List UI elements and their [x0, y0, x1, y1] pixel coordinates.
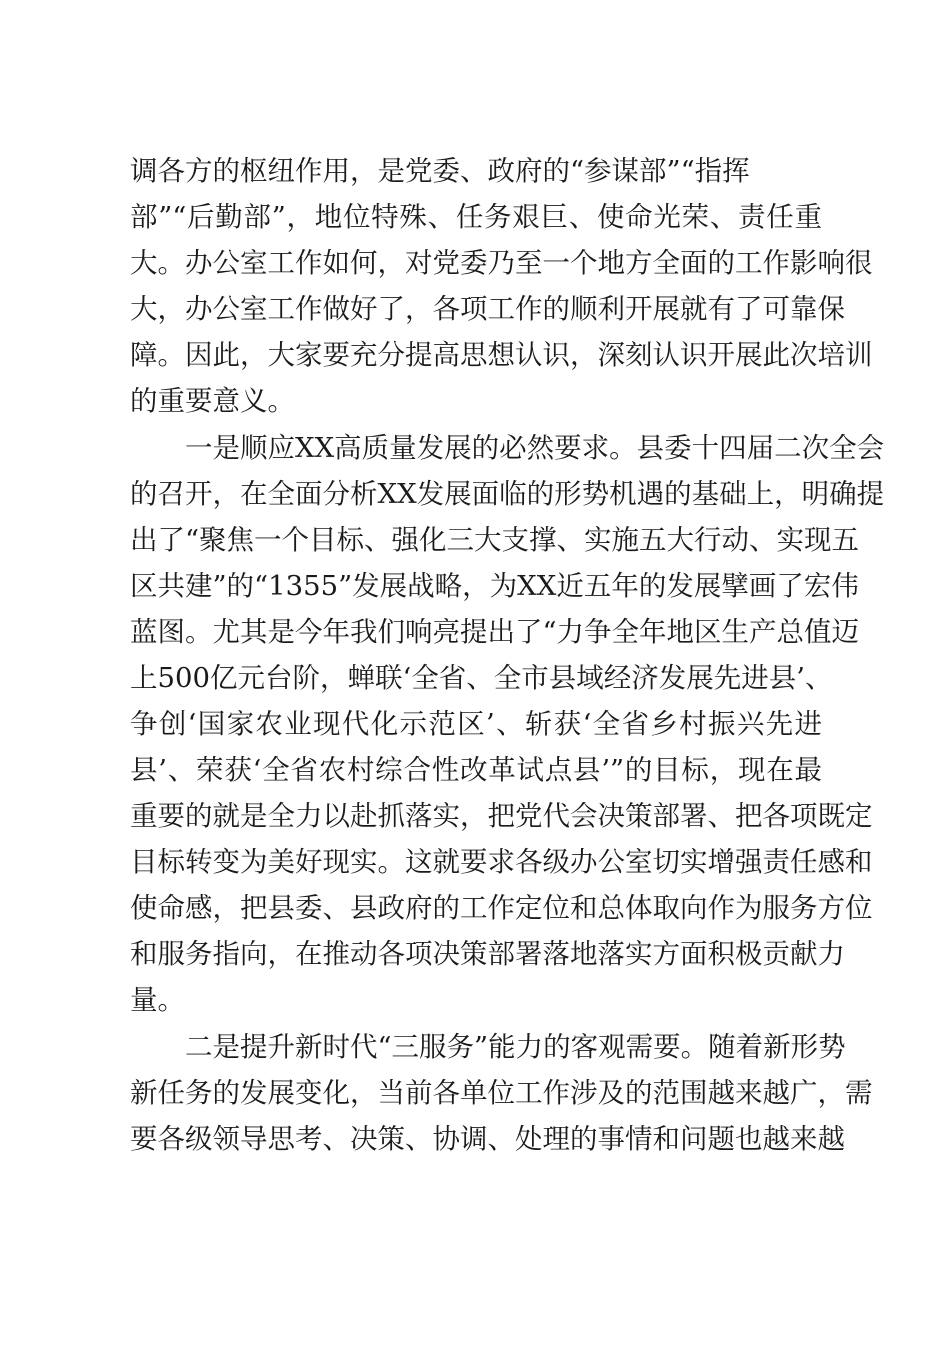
paragraph-first-line: 一是顺应XX高质量发展的必然要求。县委十四届二次全会 [185, 432, 885, 464]
text-line: 使命感，把县委、县政府的工作定位和总体取向作为服务方位 [130, 892, 873, 924]
text-line: 和服务指向，在推动各项决策部署落地落实方面积极贡献力 [130, 938, 845, 970]
text-line: 新任务的发展变化，当前各单位工作涉及的范围越来越广，需 [130, 1077, 873, 1109]
text-line: 部”“后勤部”，地位特殊、任务艰巨、使命光荣、责任重 [130, 201, 822, 233]
text-line: 障。因此，大家要充分提高思想认识，深刻认识开展此次培训 [130, 339, 873, 371]
text-line: 要各级领导思考、决策、协调、处理的事情和问题也越来越 [130, 1123, 845, 1155]
text-line: 大，办公室工作做好了，各项工作的顺利开展就有了可靠保 [130, 293, 845, 325]
text-line: 的召开，在全面分析XX发展面临的形势机遇的基础上，明确提 [130, 478, 885, 510]
text-line: 上500亿元台阶，蝉联‘全省、全市县域经济发展先进县’、 [130, 662, 833, 694]
text-line: 区共建”的“1355”发展战略，为XX近五年的发展擘画了宏伟 [130, 570, 859, 602]
text-line: 争创‘国家农业现代化示范区’、斩获‘全省乡村振兴先进 [130, 708, 822, 740]
text-line: 重要的就是全力以赴抓落实，把党代会决策部署、把各项既定 [130, 800, 873, 832]
text-line: 出了“聚焦一个目标、强化三大支撑、实施五大行动、实现五 [130, 524, 860, 556]
text-line: 量。 [130, 984, 185, 1016]
text-line: 的重要意义。 [130, 385, 295, 417]
text-line: 调各方的枢纽作用，是党委、政府的“参谋部”“指挥 [130, 155, 750, 187]
text-line: 目标转变为美好现实。这就要求各级办公室切实增强责任感和 [130, 846, 873, 878]
paragraph-first-line: 二是提升新时代“三服务”能力的客观需要。随着新形势 [185, 1031, 846, 1063]
text-line: 蓝图。尤其是今年我们响亮提出了“力争全年地区生产总值迈 [130, 616, 860, 648]
text-line: 县’、荣获‘全省农村综合性改革试点县’”的目标，现在最 [130, 754, 822, 786]
text-line: 大。办公室工作如何，对党委乃至一个地方全面的工作影响很 [130, 247, 873, 279]
